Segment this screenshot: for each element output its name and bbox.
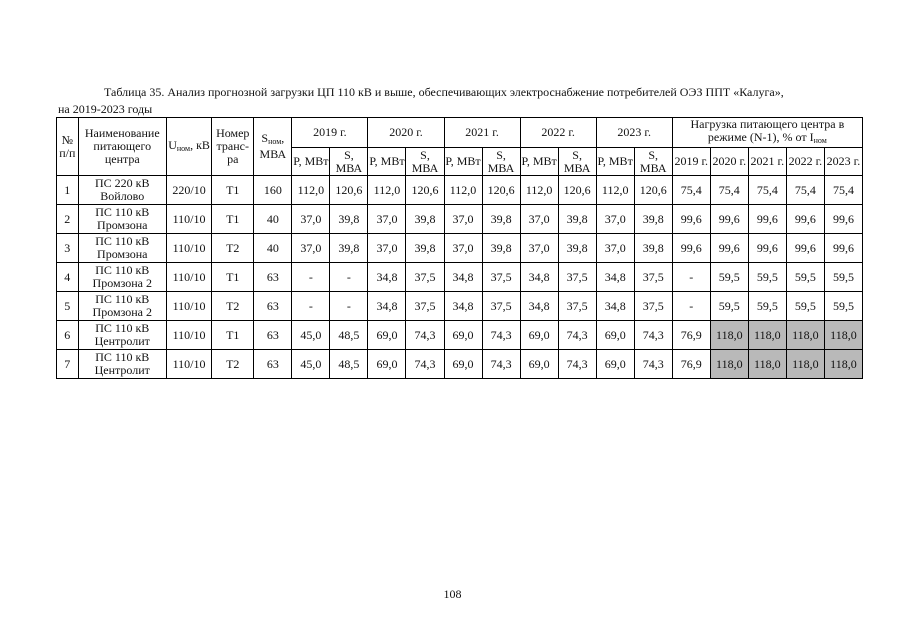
cell-p: 69,0 — [520, 350, 558, 379]
cell-s: 74,3 — [482, 321, 520, 350]
cell-load: 118,0 — [824, 350, 862, 379]
cell-load: 99,6 — [710, 234, 748, 263]
cell-load: 99,6 — [748, 234, 786, 263]
cell-load: 118,0 — [710, 321, 748, 350]
cell-p: 112,0 — [292, 176, 330, 205]
cell-load: 118,0 — [786, 321, 824, 350]
cell-load: 59,5 — [710, 292, 748, 321]
cell-load: 75,4 — [748, 176, 786, 205]
cell-s: 74,3 — [406, 350, 444, 379]
cell-s: 39,8 — [406, 234, 444, 263]
cell-p: 69,0 — [596, 350, 634, 379]
cell-load: 99,6 — [748, 205, 786, 234]
cell-s: 120,6 — [406, 176, 444, 205]
cell-voltage: 220/10 — [166, 176, 211, 205]
cell-name: ПС 110 кВ Центролит — [78, 350, 166, 379]
page-number: 108 — [443, 587, 462, 601]
cell-p: 34,8 — [368, 263, 406, 292]
header-year: 2021 г. — [444, 118, 520, 148]
cell-p: 37,0 — [368, 205, 406, 234]
cell-p: 34,8 — [520, 292, 558, 321]
cell-s: 39,8 — [558, 205, 596, 234]
header-p: P, МВт — [596, 148, 634, 176]
cell-p: 69,0 — [368, 350, 406, 379]
header-s: S, МВА — [634, 148, 672, 176]
cell-p: 45,0 — [292, 321, 330, 350]
cell-p: 69,0 — [520, 321, 558, 350]
header-name: Наименование питающего центра — [78, 118, 166, 176]
cell-s: 39,8 — [406, 205, 444, 234]
cell-voltage: 110/10 — [166, 321, 211, 350]
cell-rated-power: 63 — [254, 292, 292, 321]
cell-p: 69,0 — [596, 321, 634, 350]
cell-num: 7 — [57, 350, 79, 379]
cell-rated-power: 63 — [254, 321, 292, 350]
table-row — [57, 350, 863, 379]
header-year: 2019 г. — [292, 118, 368, 148]
cell-voltage: 110/10 — [166, 205, 211, 234]
cell-name: ПС 110 кВ Промзона 2 — [78, 263, 166, 292]
cell-name: ПС 110 кВ Промзона — [78, 205, 166, 234]
cell-voltage: 110/10 — [166, 263, 211, 292]
cell-num: 4 — [57, 263, 79, 292]
cell-p: 37,0 — [444, 205, 482, 234]
cell-s: 120,6 — [558, 176, 596, 205]
cell-transformer: Т2 — [212, 292, 254, 321]
cell-p: 69,0 — [444, 350, 482, 379]
cell-transformer: Т2 — [212, 234, 254, 263]
cell-s: 37,5 — [634, 292, 672, 321]
cell-load: 59,5 — [824, 263, 862, 292]
cell-s: 120,6 — [482, 176, 520, 205]
cell-transformer: Т1 — [212, 321, 254, 350]
cell-load: 76,9 — [672, 350, 710, 379]
cell-load: 59,5 — [786, 292, 824, 321]
cell-num: 3 — [57, 234, 79, 263]
cell-p: 69,0 — [368, 321, 406, 350]
cell-load: 59,5 — [748, 263, 786, 292]
table-row — [57, 234, 863, 263]
cell-p: 112,0 — [444, 176, 482, 205]
cell-p: 37,0 — [520, 234, 558, 263]
cell-s: 39,8 — [558, 234, 596, 263]
cell-p: 34,8 — [596, 263, 634, 292]
cell-load: 99,6 — [786, 234, 824, 263]
cell-transformer: Т1 — [212, 263, 254, 292]
header-p: P, МВт — [520, 148, 558, 176]
caption-line-1: Таблица 35. Анализ прогнозной загрузки ЦП 110 кВ и выше, обеспечивающих электроснабжение потребителей ОЭЗ ППТ «Калуга», — [104, 85, 784, 99]
table-body — [57, 176, 863, 379]
cell-load: 118,0 — [824, 321, 862, 350]
cell-load: 75,4 — [672, 176, 710, 205]
cell-p: - — [292, 292, 330, 321]
header-p: P, МВт — [368, 148, 406, 176]
cell-num: 1 — [57, 176, 79, 205]
cell-p: 34,8 — [444, 292, 482, 321]
cell-s: 37,5 — [558, 292, 596, 321]
cell-s: 74,3 — [406, 321, 444, 350]
cell-s: 48,5 — [330, 321, 368, 350]
header-p: P, МВт — [292, 148, 330, 176]
cell-p: 37,0 — [292, 205, 330, 234]
cell-p: 112,0 — [368, 176, 406, 205]
cell-rated-power: 40 — [254, 205, 292, 234]
cell-load: 99,6 — [710, 205, 748, 234]
cell-p: 34,8 — [596, 292, 634, 321]
cell-s: 74,3 — [558, 321, 596, 350]
cell-s: 37,5 — [634, 263, 672, 292]
cell-load: 59,5 — [748, 292, 786, 321]
header-load: Нагрузка питающего центра в режиме (N-1), % от $I_{ном}$ — [672, 118, 862, 148]
cell-s: 74,3 — [558, 350, 596, 379]
cell-s: - — [330, 292, 368, 321]
cell-s: 37,5 — [482, 263, 520, 292]
cell-name: ПС 110 кВ Промзона — [78, 234, 166, 263]
load-analysis-table — [56, 117, 863, 379]
cell-name: ПС 220 кВ Войлово — [78, 176, 166, 205]
header-p: P, МВт — [444, 148, 482, 176]
cell-load: - — [672, 263, 710, 292]
cell-s: 120,6 — [330, 176, 368, 205]
table-caption — [58, 84, 858, 118]
cell-voltage: 110/10 — [166, 292, 211, 321]
header-load-year: 2023 г. — [824, 148, 862, 176]
cell-p: 37,0 — [520, 205, 558, 234]
cell-s: 39,8 — [634, 234, 672, 263]
cell-s: 39,8 — [482, 234, 520, 263]
cell-s: 37,5 — [406, 263, 444, 292]
cell-s: 48,5 — [330, 350, 368, 379]
cell-p: 45,0 — [292, 350, 330, 379]
cell-s: 120,6 — [634, 176, 672, 205]
header-year: 2023 г. — [596, 118, 672, 148]
cell-s: 39,8 — [330, 234, 368, 263]
cell-p: 37,0 — [596, 234, 634, 263]
cell-s: 37,5 — [482, 292, 520, 321]
cell-load: - — [672, 292, 710, 321]
cell-p: - — [292, 263, 330, 292]
cell-rated-power: 160 — [254, 176, 292, 205]
table-row — [57, 292, 863, 321]
header-s: S, МВА — [482, 148, 520, 176]
cell-p: 37,0 — [444, 234, 482, 263]
header-load-year: 2022 г. — [786, 148, 824, 176]
cell-rated-power: 40 — [254, 234, 292, 263]
table-row — [57, 321, 863, 350]
header-year: 2022 г. — [520, 118, 596, 148]
header-s: S, МВА — [558, 148, 596, 176]
header-year: 2020 г. — [368, 118, 444, 148]
cell-p: 112,0 — [596, 176, 634, 205]
cell-transformer: Т2 — [212, 350, 254, 379]
header-rated-power: $S_{ном}$, МВА — [254, 118, 292, 176]
cell-rated-power: 63 — [254, 263, 292, 292]
cell-s: 39,8 — [634, 205, 672, 234]
cell-load: 99,6 — [824, 205, 862, 234]
cell-load: 99,6 — [672, 205, 710, 234]
header-num: № п/п — [57, 118, 79, 176]
cell-name: ПС 110 кВ Центролит — [78, 321, 166, 350]
caption-line-2: на 2019-2023 годы — [58, 102, 153, 116]
table-row — [57, 263, 863, 292]
header-s: S, МВА — [330, 148, 368, 176]
cell-s: 37,5 — [406, 292, 444, 321]
cell-rated-power: 63 — [254, 350, 292, 379]
cell-p: 37,0 — [596, 205, 634, 234]
cell-load: 75,4 — [710, 176, 748, 205]
cell-load: 59,5 — [786, 263, 824, 292]
cell-load: 118,0 — [748, 321, 786, 350]
cell-voltage: 110/10 — [166, 350, 211, 379]
cell-p: 34,8 — [520, 263, 558, 292]
cell-p: 37,0 — [292, 234, 330, 263]
cell-load: 59,5 — [710, 263, 748, 292]
cell-load: 99,6 — [824, 234, 862, 263]
cell-load: 118,0 — [710, 350, 748, 379]
cell-num: 6 — [57, 321, 79, 350]
cell-s: 39,8 — [330, 205, 368, 234]
cell-load: 99,6 — [786, 205, 824, 234]
header-transformer: Номер транс-ра — [212, 118, 254, 176]
cell-s: 37,5 — [558, 263, 596, 292]
cell-p: 34,8 — [444, 263, 482, 292]
table-row — [57, 205, 863, 234]
cell-p: 37,0 — [368, 234, 406, 263]
cell-load: 75,4 — [824, 176, 862, 205]
header-s: S, МВА — [406, 148, 444, 176]
cell-num: 5 — [57, 292, 79, 321]
cell-transformer: Т1 — [212, 205, 254, 234]
header-load-year: 2020 г. — [710, 148, 748, 176]
cell-s: 39,8 — [482, 205, 520, 234]
cell-num: 2 — [57, 205, 79, 234]
cell-p: 112,0 — [520, 176, 558, 205]
cell-load: 76,9 — [672, 321, 710, 350]
cell-s: 74,3 — [634, 321, 672, 350]
cell-load: 99,6 — [672, 234, 710, 263]
header-load-year: 2021 г. — [748, 148, 786, 176]
cell-load: 118,0 — [748, 350, 786, 379]
cell-s: 74,3 — [482, 350, 520, 379]
cell-s: - — [330, 263, 368, 292]
cell-name: ПС 110 кВ Промзона 2 — [78, 292, 166, 321]
cell-load: 118,0 — [786, 350, 824, 379]
cell-voltage: 110/10 — [166, 234, 211, 263]
header-voltage: $U_{ном}$, кВ — [166, 118, 211, 176]
cell-transformer: Т1 — [212, 176, 254, 205]
cell-p: 34,8 — [368, 292, 406, 321]
header-load-year: 2019 г. — [672, 148, 710, 176]
cell-p: 69,0 — [444, 321, 482, 350]
cell-load: 75,4 — [786, 176, 824, 205]
cell-s: 74,3 — [634, 350, 672, 379]
table-row — [57, 176, 863, 205]
cell-load: 59,5 — [824, 292, 862, 321]
